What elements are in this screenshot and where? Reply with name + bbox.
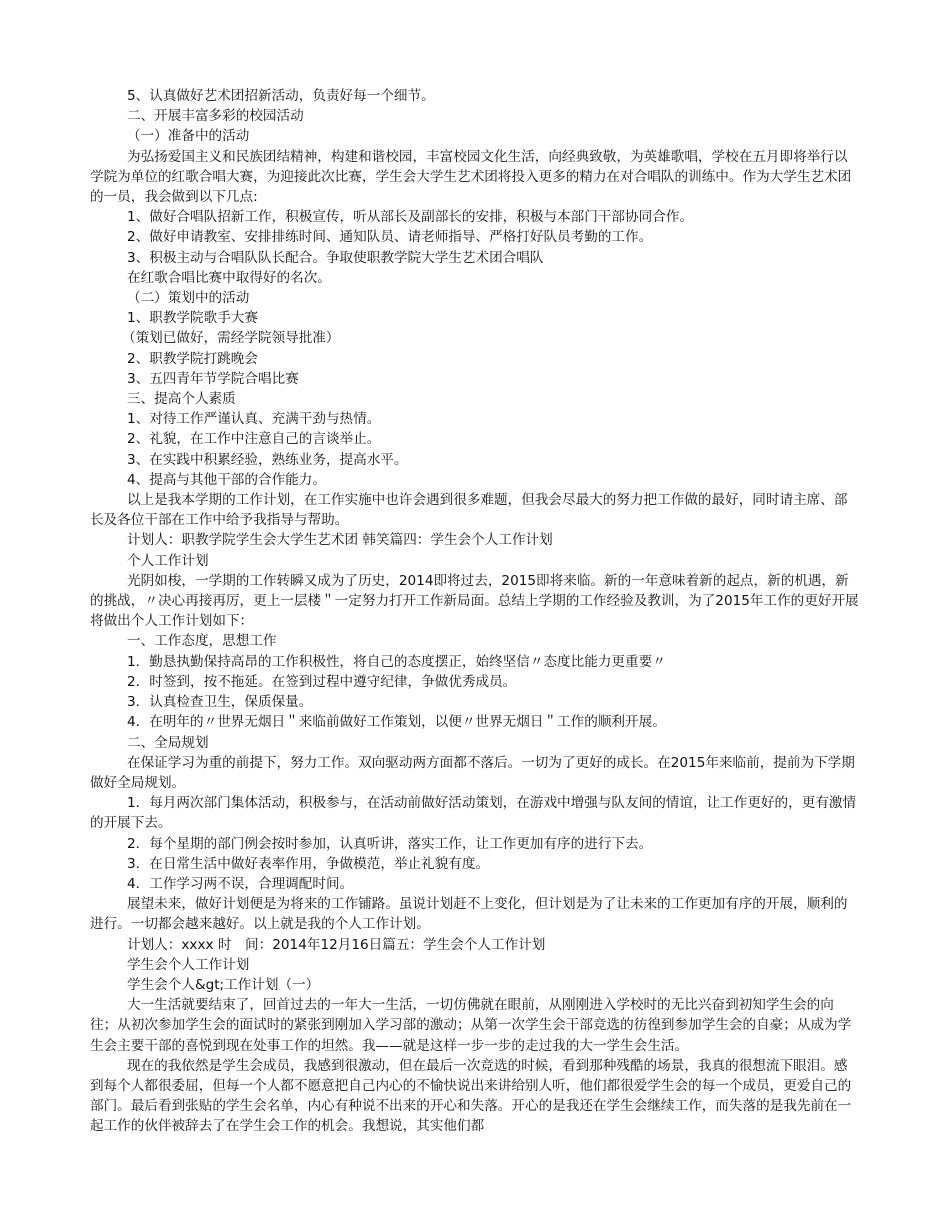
text-line: 展望未来，做好计划便是为将来的工作铺路。虽说计划赶不上变化，但计划是为了让未来的工作更加有序的开展，顺利的进行。一切都会越来越好。以上就是我的个人工作计划。 — [90, 896, 848, 933]
text-line: 2．时签到，按不拖延。在签到过程中遵守纪律，争做优秀成员。 — [127, 673, 517, 690]
text-line: 1．每月两次部门集体活动，积极参与，在活动前做好活动策划，在游戏中增强与队友间的情谊，让工作更好的，更有激情的开展下去。 — [90, 795, 857, 832]
text-line: 2、做好申请教室、安排排练时间、通知队员、请老师指导、严格打好队员考勤的工作。 — [127, 229, 653, 246]
text-line: 2、礼貌，在工作中注意自己的言谈举止。 — [127, 431, 381, 448]
text-line: （二）策划中的活动 — [127, 290, 250, 307]
text-line: 3、五四青年节学院合唱比赛 — [127, 370, 299, 387]
text-line: 4、提高与其他干部的合作能力。 — [127, 471, 326, 488]
text-line: 一、工作态度，思想工作 — [127, 633, 277, 650]
text-line: 1、职教学院歌手大赛 — [127, 310, 258, 327]
text-line: 计划人：xxxx 时 间：2014年12月16日篇五：学生会个人工作计划 — [127, 936, 546, 953]
document-body — [90, 86, 860, 1137]
text-line: 三、提高个人素质 — [127, 391, 236, 408]
text-line: 1、对待工作严谨认真、充满干劲与热情。 — [127, 411, 381, 428]
text-line: 二、开展丰富多彩的校园活动 — [127, 108, 304, 125]
text-line: 2．每个星期的部门例会按时参加，认真听讲，落实工作，让工作更加有序的进行下去。 — [127, 835, 653, 852]
text-line: 3、在实践中积累经验，熟练业务，提高水平。 — [127, 451, 408, 468]
text-line: （一）准备中的活动 — [127, 128, 250, 145]
text-line: 大一生活就要结束了，回首过去的一年大一生活，一切仿佛就在眼前，从刚刚进入学校时的无比兴奋到初知学生会的向往；从初次参加学生会的面试时的紧张到刚加入学习部的激动；从第一次学生会干部竞选的彷徨到参加学生会的自豪；从成为学生会主要干部的喜悦到现在处事工作的坦然。我——就是这样一步一步的走过我的大一学生会生活。 — [90, 997, 852, 1054]
text-line: 4．工作学习两不误，合理调配时间。 — [127, 875, 354, 892]
text-line: 学生会个人工作计划 — [127, 956, 250, 973]
text-line: 计划人：职教学院学生会大学生艺术团 韩笑篇四：学生会个人工作计划 — [127, 532, 553, 549]
text-line: 3．认真检查卫生，保质保量。 — [127, 694, 313, 711]
text-line: 现在的我依然是学生会成员，我感到很激动，但在最后一次竞选的时候，看到那种残酷的场景，我真的很想流下眼泪。感到每个人都很委屈，但每一个人都不愿意把自己内心的不愉快说出来讲给别人听，他们都很爱学生会的每一个成员，更爱自己的部门。最后看到张贴的学生会名单，内心有种说不出来的开心和失落。开心的是我还在学生会继续工作，而失落的是我先前在一起工作的伙伴被辞去了在学生会工作的机会。我想说，其实他们都 — [90, 1057, 852, 1135]
text-line: 2、职教学院打跳晚会 — [127, 350, 258, 367]
text-line: 在红歌合唱比赛中取得好的名次。 — [127, 269, 331, 286]
text-line: 为弘扬爱国主义和民族团结精神，构建和谐校园，丰富校园文化生活，向经典致敬，为英雄歌唱，学校在五月即将举行以学院为单位的红歌合唱大赛，为迎接此次比赛，学生会大学生艺术团将投入更多的精力在对合唱队的训练中。作为大学生艺术团的一员，我会做到以下几点: — [90, 148, 852, 206]
text-line: 5、认真做好艺术团招新活动，负责好每一个细节。 — [127, 88, 435, 104]
text-line: 二、全局规划 — [127, 734, 209, 751]
text-line: 4．在明年的〃世界无烟日＂来临前做好工作策划，以便〃世界无烟日＂工作的顺利开展。 — [127, 714, 666, 731]
text-line: 学生会个人&gt;工作计划（一） — [127, 976, 320, 993]
text-line: 3．在日常生活中做好表率作用，争做模范，举止礼貌有度。 — [127, 855, 490, 872]
text-line: 1、做好合唱队招新工作，积极宣传，听从部长及副部长的安排，积极与本部门干部协同合作。 — [127, 209, 693, 226]
text-line: 以上是我本学期的工作计划，在工作实施中也许会遇到很多难题，但我会尽最大的努力把工作做的最好，同时请主席、部长及各位干部在工作中给予我指导与帮助。 — [90, 492, 848, 529]
text-line: 3、积极主动与合唱队队长配合。争取使职教学院大学生艺术团合唱队 — [127, 249, 544, 266]
text-line: 光阴如梭，一学期的工作转瞬又成为了历史，2014即将过去，2015即将来临。新的一年意味着新的起点，新的机遇，新的挑战，〃决心再接再厉，更上一层楼＂一定努力打开工作新局面。总结上学期的工作经验及教训，为了2015年工作的更好开展将做出个人工作计划如下： — [90, 572, 859, 630]
text-line: （策划已做好，需经学院领导批准） — [122, 330, 340, 347]
text-line: 个人工作计划 — [127, 552, 209, 569]
text-line: 1．勤恳执勤保持高昂的工作积极性，将自己的态度摆正，始终坚信〃态度比能力更重要〃 — [127, 653, 666, 670]
text-line: 在保证学习为重的前提下，努力工作。双向驱动两方面都不落后。一切为了更好的成长。在2015年来临前，提前为下学期做好全局规划。 — [90, 754, 855, 791]
